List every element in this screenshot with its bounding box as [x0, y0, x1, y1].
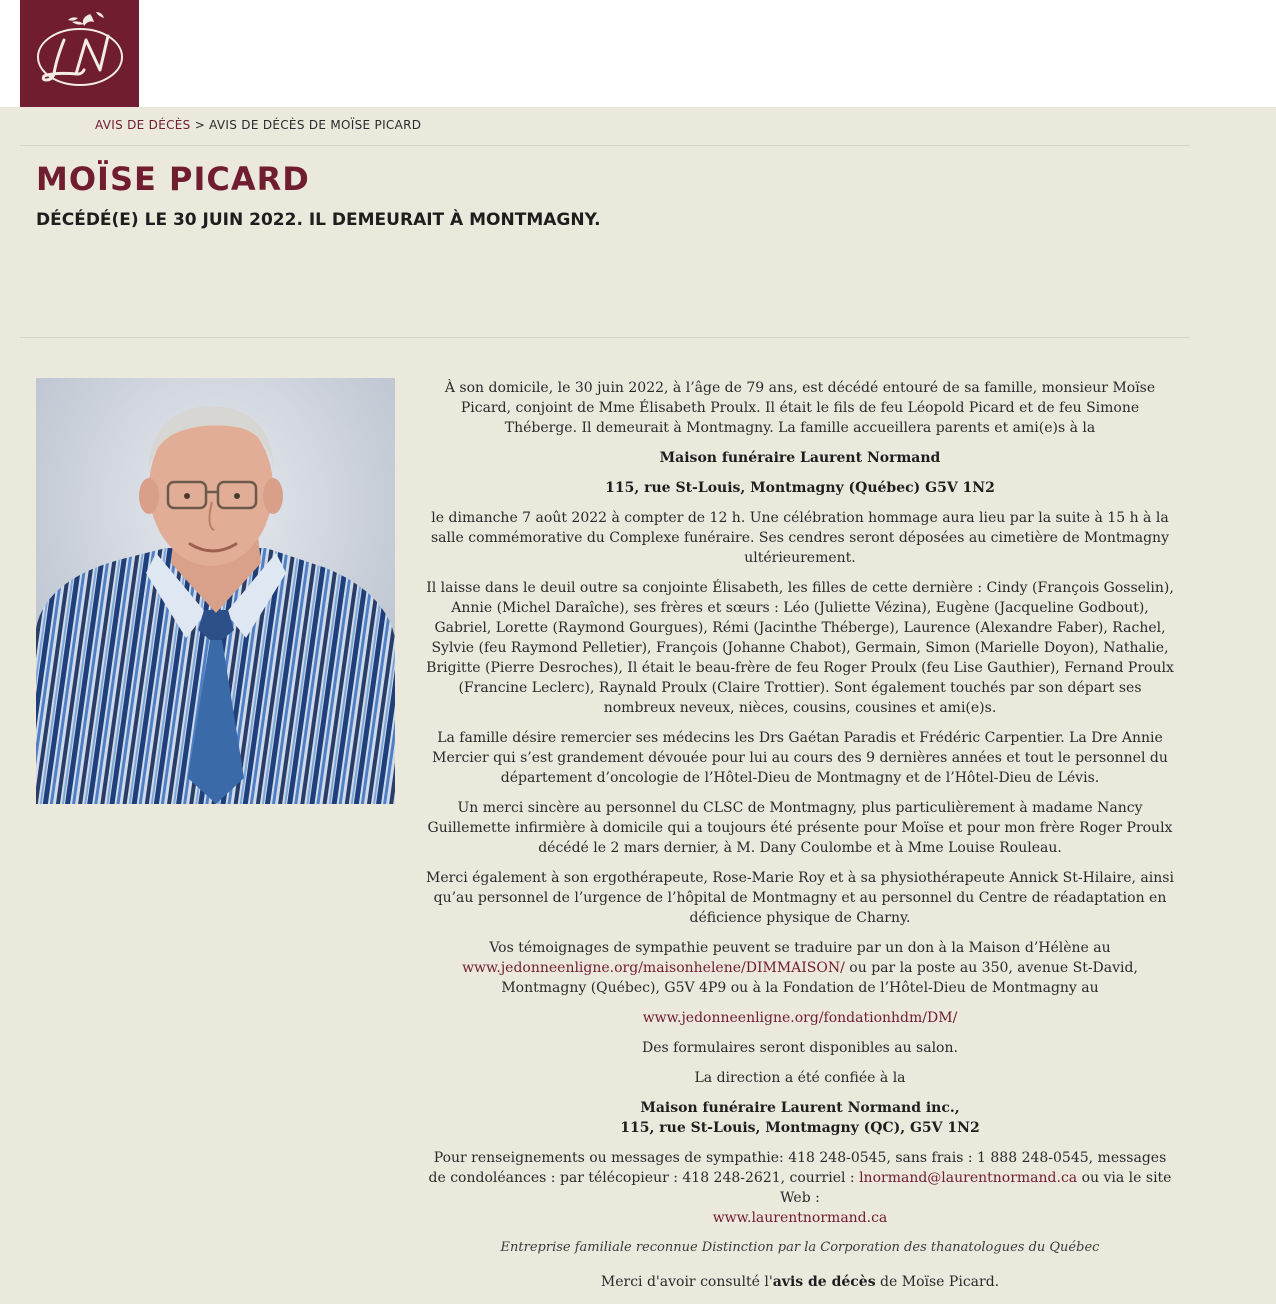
donation-link-fondation[interactable]: www.jedonneenligne.org/fondationhdm/DM/ — [642, 1010, 958, 1026]
distinction-note: Entreprise familiale reconnue Distinction par la Corporation des thanatologues du Québec — [500, 1240, 1100, 1255]
venue-address: 115, rue St-Louis, Montmagny (Québec) G5V 1N2 — [605, 480, 995, 496]
obituary-paragraph: Il laisse dans le deuil outre sa conjointe Élisabeth, les filles de cette dernière : Cindy (François Gosselin), Annie (Michel Daraîche), ses frères et sœurs : Léo (Juliette Vézina), Eugène (Jacqueline Godbout), Gabriel, Lorette (Raymond Gourgues), Rémi (Jacinthe Théberge), Laurence (Alexandre Faber), Rachel, Sylvie (feu Raymond Pelletier), François (Johanne Chabot), Germain, Simon (Marielle Doyon), Nathalie, Brigitte (Pierre Desroches), Il était le beau-frère de feu Roger Proulx (feu Lise Gauthier), Fernand Proulx (Francine Leclerc), Raynald Proulx (Claire Trottier). Sont également touchés par son départ ses nombreux neveux, nièces, cousins, cousines et ami(e)s. — [426, 580, 1174, 716]
obituary-paragraph: Des formulaires seront disponibles au salon. — [642, 1040, 958, 1056]
portrait-photo — [36, 378, 395, 804]
breadcrumb-current: AVIS DE DÉCÈS DE MOÏSE PICARD — [209, 118, 422, 132]
divider-bottom — [20, 337, 1190, 338]
email-link[interactable]: lnormand@laurentnormand.ca — [859, 1170, 1078, 1186]
logo-link[interactable] — [20, 0, 139, 107]
page-subtitle: DÉCÉDÉ(E) LE 30 JUIN 2022. IL DEMEURAIT À MONTMAGNY. — [36, 210, 601, 230]
thanks-line: Merci d'avoir consulté l'avis de décès de Moïse Picard. — [600, 1274, 1000, 1290]
obituary-paragraph: Un merci sincère au personnel du CLSC de Montmagny, plus particulièrement à madame Nancy Guillemette infirmière à domicile qui a toujours été présente pour Moïse et pour mon frère Roger Proulx décédé le 2 mars dernier, à M. Dany Coulombe et à Mme Louise Rouleau. — [427, 800, 1173, 856]
breadcrumb — [95, 118, 421, 132]
obituary-paragraph: La famille désire remercier ses médecins les Drs Gaétan Paradis et Frédéric Carpentier. La Dre Annie Mercier qui s’est grandement dévouée pour lui au cours des 9 dernières années et tout le personnel du département d’oncologie de l’Hôtel-Dieu de Montmagny et de l’Hôtel-Dieu de Lévis. — [432, 730, 1168, 786]
obituary-paragraph: le dimanche 7 août 2022 à compter de 12 h. Une célébration hommage aura lieu par la suite à 15 h à la salle commémorative du Complexe funéraire. Ses cendres seront déposées au cimetière de Montmagny ultérieurement. — [431, 510, 1169, 566]
divider-top — [20, 145, 1190, 146]
top-header — [0, 0, 1276, 107]
ln-logo-icon — [20, 0, 139, 107]
page-title: MOÏSE PICARD — [36, 160, 310, 198]
donation-link-maison-helene[interactable]: www.jedonneenligne.org/maisonhelene/DIMMAISON/ — [462, 960, 845, 976]
obituary-paragraph: Merci également à son ergothérapeute, Rose-Marie Roy et à sa physiothérapeute Annick St-Hilaire, ainsi qu’au personnel de l’urgence de l’hôpital de Montmagny et au personnel du Centre de réadaptation en déficience physique de Charny. — [426, 870, 1174, 926]
donation-link-paragraph — [425, 1008, 1175, 1028]
obituary-paragraph: La direction a été confiée à la — [694, 1070, 906, 1086]
contact-paragraph: Pour renseignements ou messages de sympathie: 418 248-0545, sans frais : 1 888 248-0545, messages de condoléances : par télécopieur : 418 248-2621, courriel : lnormand@laurentnormand.ca ou via le site Web : www.laurentnormand.ca — [428, 1150, 1172, 1226]
donation-paragraph: Vos témoignages de sympathie peuvent se traduire par un don à la Maison d’Hélène au www.jedonneenligne.org/maisonhelene/DIMMAISON/ ou par la poste au 350, avenue St-David, Montmagny (Québec), G5V 4P9 ou à la Fondation de l’Hôtel-Dieu de Montmagny au — [462, 940, 1138, 996]
breadcrumb-link-obituaries[interactable]: AVIS DE DÉCÈS — [95, 118, 191, 132]
website-link[interactable]: www.laurentnormand.ca — [712, 1210, 888, 1226]
obituary-paragraph: À son domicile, le 30 juin 2022, à l’âge de 79 ans, est décédé entouré de sa famille, monsieur Moïse Picard, conjoint de Mme Élisabeth Proulx. Il était le fils de feu Léopold Picard et de feu Simone Théberge. Il demeurait à Montmagny. La famille accueillera parents et ami(e)s à la — [444, 380, 1156, 436]
obituary-text — [425, 378, 1175, 1302]
venue-name: Maison funéraire Laurent Normand — [659, 450, 941, 466]
breadcrumb-separator: > — [194, 118, 206, 132]
director-block: Maison funéraire Laurent Normand inc., 115, rue St-Louis, Montmagny (QC), G5V 1N2 — [620, 1100, 980, 1136]
